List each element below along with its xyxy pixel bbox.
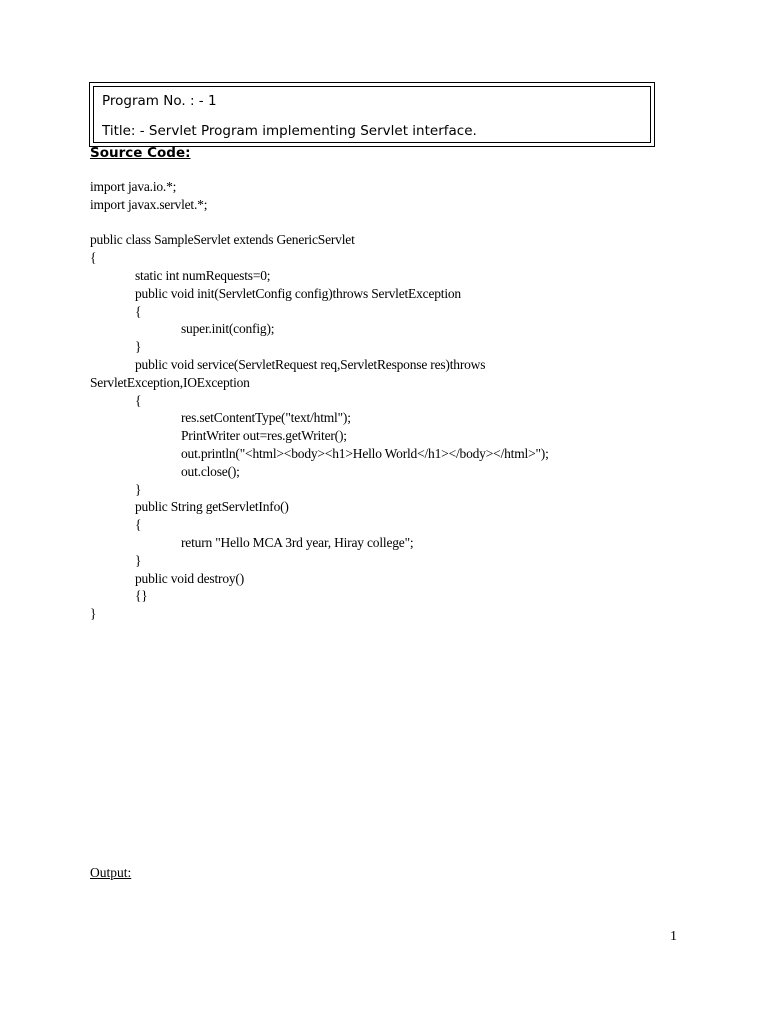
code-line: import java.io.*; — [90, 179, 177, 194]
code-line: } — [135, 481, 142, 497]
code-line: return "Hello MCA 3rd year, Hiray college"; — [181, 534, 414, 550]
code-line: public class SampleServlet extends GenericServlet — [90, 232, 355, 248]
source-code-block — [90, 178, 549, 623]
code-line — [90, 214, 549, 232]
code-line: public void destroy() — [135, 570, 245, 586]
program-title: Title: - Servlet Program implementing Servlet interface. — [102, 123, 477, 139]
code-line: super.init(config); — [181, 321, 275, 337]
source-code-heading: Source Code: — [90, 145, 191, 161]
code-line: out.println("<html><body><h1>Hello World</h1></body></html>"); — [181, 445, 549, 461]
code-line: public String getServletInfo() — [135, 499, 289, 515]
code-line: public void init(ServletConfig config)throws ServletException — [135, 285, 461, 301]
code-line: out.close(); — [181, 463, 240, 479]
output-label: Output: — [90, 865, 132, 880]
code-line: { — [135, 517, 142, 533]
program-number: Program No. : - 1 — [102, 93, 217, 109]
code-line: static int numRequests=0; — [135, 267, 271, 283]
code-line: {} — [135, 588, 148, 604]
program-header-inner-border — [93, 86, 651, 143]
code-line: { — [135, 303, 142, 319]
page-number: 1 — [670, 929, 677, 944]
code-line: ServletException,IOException — [90, 374, 250, 390]
code-line: } — [135, 339, 142, 355]
code-line: } — [135, 552, 142, 568]
code-line: { — [90, 250, 97, 266]
code-line: public void service(ServletRequest req,ServletResponse res)throws — [135, 356, 486, 372]
code-line: res.setContentType("text/html"); — [181, 410, 351, 426]
code-line: import javax.servlet.*; — [90, 196, 208, 212]
code-line: } — [90, 606, 97, 622]
code-line: { — [135, 392, 142, 408]
program-header-box — [89, 82, 655, 147]
code-line: PrintWriter out=res.getWriter(); — [181, 428, 347, 444]
